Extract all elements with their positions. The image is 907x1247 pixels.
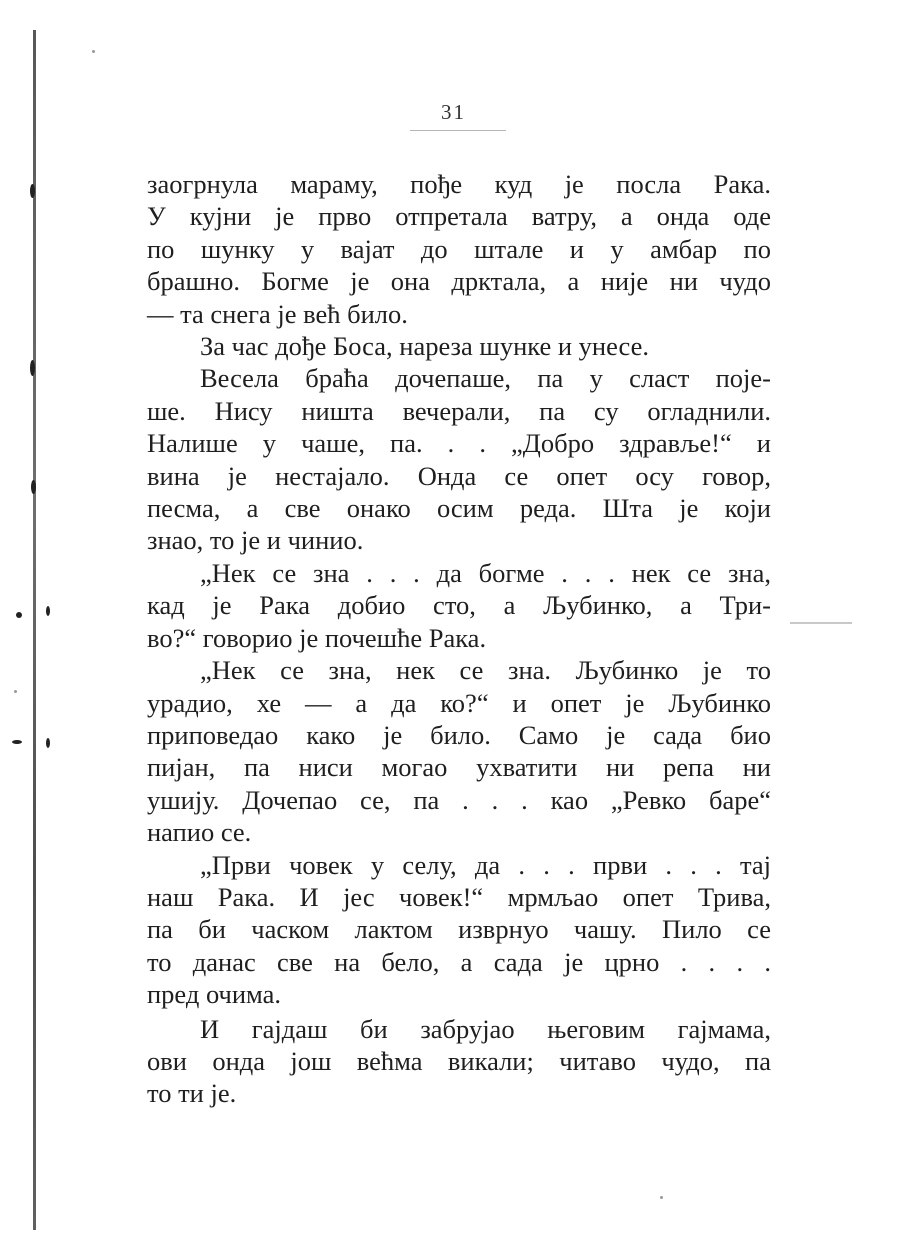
binding-edge [33,30,36,1230]
text-line: во?“ говорио је почешће Рака. [147,622,487,653]
scan-mark [30,184,35,198]
scan-mark [46,606,50,616]
text-line: па би часком лактом изврнуо чашу. Пило се [147,914,771,945]
text-line: ови онда још већма викали; читаво чудо, па [147,1045,771,1076]
paragraph [147,849,771,1011]
paragraph [147,654,771,848]
paragraph [147,362,771,556]
text-line: Налише у чаше, па. . . „Добро здравље!“ и [147,428,771,459]
text-line: приповедао како је било. Само је сада био [147,719,771,750]
text-line: „Први човек у селу, да . . . први . . . тај [200,849,771,880]
page-number: 31 [441,100,466,124]
text-line: песма, а све онако осим реда. Шта је који [147,493,771,524]
text-line: то ти је. [147,1078,237,1109]
text-line: по шунку у вајат до штале и у амбар по [147,233,771,264]
text-line: Весела браћа дочепаше, па у сласт поје- [200,363,771,394]
text-line: За час дође Боса, нареза шунке и унесе. [200,331,649,362]
scan-mark [30,360,35,376]
scan-mark [12,740,22,744]
text-line: наш Рака. И јес човек!“ мрмљао опет Трива, [147,881,771,912]
text-line: пред очима. [147,979,282,1010]
text-line: „Нек се зна . . . да богме . . . нек се зна, [200,557,771,588]
text-line: то данас све на бело, а сада је црно . . . . [147,946,771,977]
paragraph [147,168,771,330]
text-line: заогрнула мараму, пође куд је посла Рака. [147,169,771,199]
text-line: пијан, па ниси могао ухватити ни репа ни [147,752,771,783]
text-line: „Нек се зна, нек се зна. Љубинко је то [200,655,771,686]
text-line: кад је Рака добио сто, а Љубинко, а Три- [147,590,771,621]
text-line: брашно. Богме је она дрктала, а није ни чудо [147,266,771,297]
text-line: напио се. [147,817,252,848]
paragraph [147,557,771,654]
page-number-rule [410,130,506,131]
text-line: И гајдаш би забрујао његовим гајмама, [200,1013,771,1044]
text-line: ушију. Дочепао се, па . . . као „Ревко баре“ [147,784,771,815]
text-line: — та снега је већ било. [147,298,408,329]
scan-mark [16,612,22,618]
text-line: вина је нестајало. Онда се опет осу говор, [147,460,771,491]
text-line: ше. Нису ништа вечерали, па су огладнили. [147,395,771,426]
scan-mark [31,480,36,494]
scan-speck [92,50,95,53]
scan-smudge [790,622,852,624]
scan-speck [14,690,17,693]
text-line: знао, то је и чинио. [147,525,364,556]
scan-mark [46,738,50,748]
text-line: У кујни је прво отпретала ватру, а онда оде [147,201,771,232]
paragraph [147,330,771,362]
text-line: урадио, хе — а да ко?“ и опет је Љубинко [147,687,771,718]
scan-speck [660,1196,663,1199]
paragraph [147,1013,771,1110]
body-text [147,168,771,1110]
